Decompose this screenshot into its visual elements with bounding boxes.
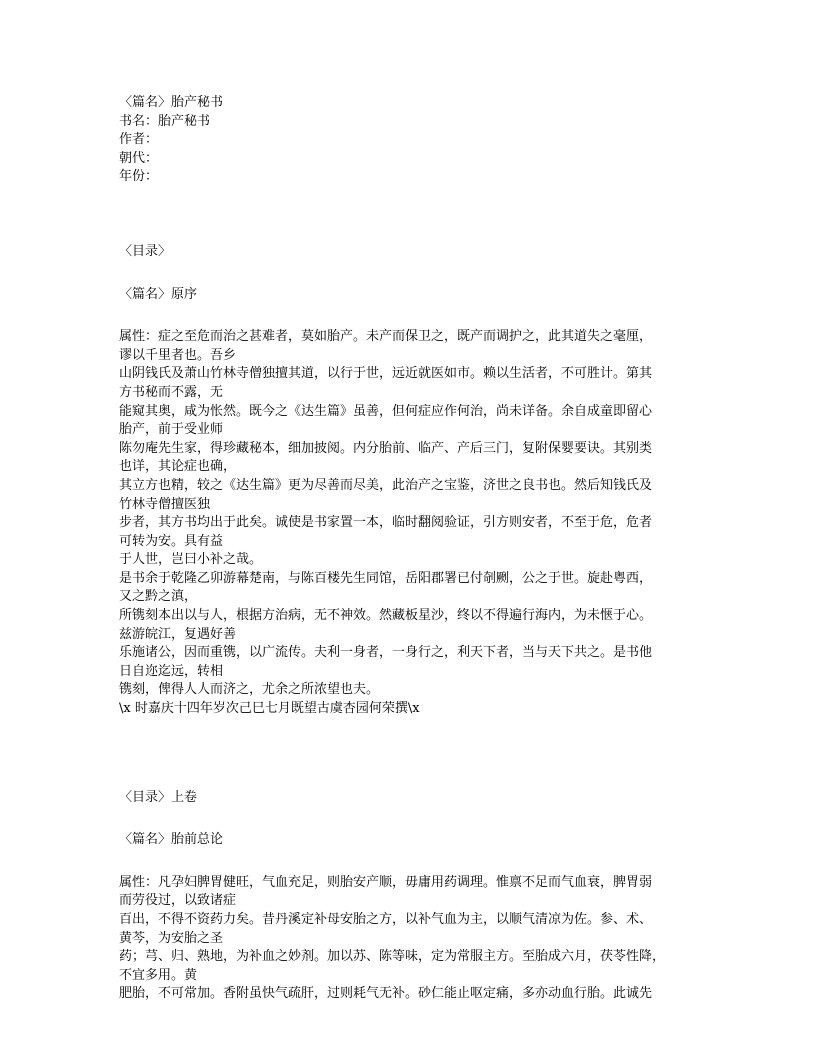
header-block bbox=[119, 94, 697, 187]
spacer bbox=[119, 807, 697, 831]
section-line: 黄芩，为安胎之圣 bbox=[119, 930, 224, 946]
section-line: 属性：凡孕妇脾胃健旺，气血充足，则胎安产顺，毋庸用药调理。惟禀不足而气血衰，脾胃弱 bbox=[119, 874, 653, 890]
preface-line: 于人世，岂曰小补之哉。 bbox=[119, 552, 263, 568]
preface-line: 又之黔之滇， bbox=[119, 589, 198, 605]
section-body bbox=[119, 874, 697, 1004]
section-line: 不宜多用。黄 bbox=[119, 967, 198, 983]
preface-line: 步者，其方书均出于此矣。诚使是书家置一本，临时翻阅验证，引方则安者，不至于危，危者 bbox=[119, 515, 653, 531]
section-line: 而劳役过，以致诸症 bbox=[119, 893, 237, 909]
preface-signature: \x 时嘉庆十四年岁次己巳七月既望古虞杏园何荣撰\x bbox=[119, 701, 420, 717]
section-line: 药；芎、归、熟地，为补血之妙剂。加以苏、陈等味，定为常服主方。至胎成六月，茯苓性降， bbox=[119, 949, 666, 965]
preface-line: 其立方也精，较之《达生篇》更为尽善而尽美，此治产之宝鉴，济世之良书也。然后知钱氏及 bbox=[119, 477, 653, 493]
preface-body bbox=[119, 328, 697, 718]
author-line: 作者： bbox=[119, 132, 159, 148]
preface-line: 属性：症之至危而治之甚难者，莫如胎产。未产而保卫之，既产而调护之，此其道失之毫厘， bbox=[119, 329, 653, 345]
preface-line: 胎产，前于受业师 bbox=[119, 422, 224, 438]
preface-line: 镌刻，俾得人人而济之，尤余之所浓望也夫。 bbox=[119, 682, 380, 698]
preface-line: 也详，其论症也确， bbox=[119, 459, 237, 475]
spacer bbox=[119, 719, 697, 789]
spacer bbox=[119, 262, 697, 286]
preface-line: 日自迩迄远，转相 bbox=[119, 663, 224, 679]
preface-line: 可转为安。具有益 bbox=[119, 533, 224, 549]
section-line: 肥胎，不可常加。香附虽快气疏肝，过则耗气无补。砂仁能止呕定痛，多亦动血行胎。此诚先 bbox=[119, 986, 653, 1002]
preface-line: 是书余于乾隆乙卯游幕楚南，与陈百楼先生同馆，岳阳郡署已付剞劂，公之于世。旋赴粤西， bbox=[119, 570, 653, 586]
year-line: 年份： bbox=[119, 169, 159, 185]
header-title-line: 〈篇名〉胎产秘书 bbox=[119, 95, 224, 110]
document-page bbox=[119, 94, 697, 1004]
toc-volume-heading: 〈目录〉上卷 bbox=[119, 789, 198, 805]
preface-line: 兹游皖江，复遇好善 bbox=[119, 626, 237, 642]
spacer bbox=[119, 850, 697, 874]
book-name-line: 书名：胎产秘书 bbox=[119, 113, 211, 129]
preface-line: 竹林寺僧擅医独 bbox=[119, 496, 211, 512]
preface-line: 谬以千里者也。吾乡 bbox=[119, 347, 237, 363]
toc-heading: 〈目录〉 bbox=[119, 243, 172, 259]
dynasty-line: 朝代： bbox=[119, 150, 159, 166]
spacer bbox=[119, 304, 697, 328]
preface-title: 〈篇名〉原序 bbox=[119, 286, 198, 302]
preface-line: 方书秘而不露，无 bbox=[119, 384, 224, 400]
preface-line: 所镌刻本出以与人，根据方治病，无不神效。然藏板星沙，终以不得遍行海内，为未惬于心。 bbox=[119, 608, 653, 624]
section-title: 〈篇名〉胎前总论 bbox=[119, 832, 224, 848]
preface-line: 陈勿庵先生家，得珍藏秘本，细加披阅。内分胎前、临产、产后三门，复附保婴要诀。其别类 bbox=[119, 440, 653, 456]
preface-line: 山阴钱氏及萧山竹林寺僧独擅其道，以行于世，远近就医如市。赖以生活者，不可胜计。第其 bbox=[119, 366, 653, 382]
spacer bbox=[119, 187, 697, 243]
preface-line: 乐施诸公，因而重镌，以广流传。夫利一身者，一身行之，利天下者，当与天下共之。是书他 bbox=[119, 645, 653, 661]
preface-line: 能窥其奥，咸为怅然。既今之《达生篇》虽善，但何症应作何治，尚未详备。余自成童即留心 bbox=[119, 403, 653, 419]
section-line: 百出，不得不资药力矣。昔丹溪定补母安胎之方，以补气血为主，以顺气清凉为佐。参、术、 bbox=[119, 912, 653, 927]
